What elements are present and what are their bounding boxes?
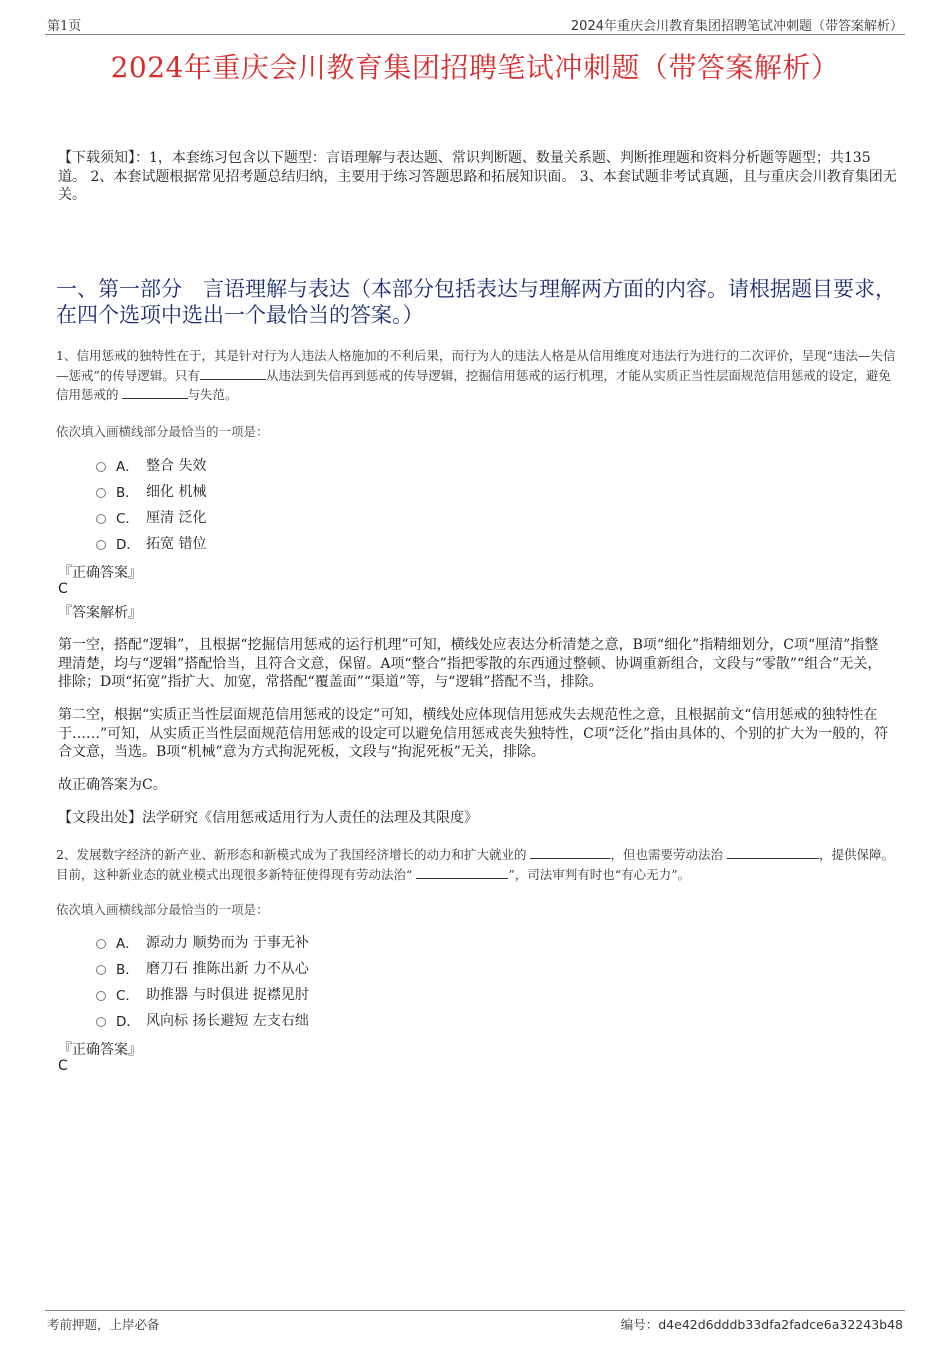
radio-icon[interactable] bbox=[96, 965, 106, 975]
blank-line bbox=[122, 386, 188, 399]
page-number: 第1页 bbox=[47, 19, 82, 34]
question-1-prompt: 依次填入画横线部分最恰当的一项是： bbox=[56, 424, 269, 439]
radio-icon[interactable] bbox=[96, 514, 106, 524]
blank-line bbox=[727, 846, 819, 859]
question-2-prompt: 依次填入画横线部分最恰当的一项是： bbox=[56, 902, 269, 917]
option-b[interactable]: B． 细化 机械 bbox=[96, 478, 206, 504]
option-c[interactable]: C． 厘清 泛化 bbox=[96, 504, 206, 530]
answer-label: 『正确答案』 bbox=[58, 1042, 142, 1058]
option-a[interactable]: A． 整合 失效 bbox=[96, 452, 206, 478]
question-2-text bbox=[56, 845, 900, 884]
section-heading: 一、第一部分 言语理解与表达（本部分包括表达与理解两方面的内容。请根据题目要求，在四个选项中选出一个最恰当的答案。） bbox=[56, 277, 896, 327]
footer-slogan: 考前押题，上岸必备 bbox=[47, 1317, 160, 1332]
header-doc-title: 2024年重庆会川教育集团招聘笔试冲刺题（带答案解析） bbox=[570, 19, 903, 34]
question-2-part-d: ”，司法审判有时也“有心无力”。 bbox=[508, 866, 691, 882]
radio-icon[interactable] bbox=[96, 991, 106, 1001]
analysis-label: 『答案解析』 bbox=[58, 605, 142, 621]
footer-code: 编号：d4e42d6dddb33dfa2fadce6a32243b48 bbox=[620, 1317, 903, 1332]
radio-icon[interactable] bbox=[96, 1017, 106, 1027]
passage-source: 【文段出处】法学研究《信用惩戒适用行为人责任的法理及其限度》 bbox=[58, 810, 478, 826]
question-1-part-a: 1、信用惩戒的独特性在于，其是针对行为人违法人格施加的不利后果，而行为人的违法人格是从信用维度对违法行为进行的二次评价，呈现“违法—失信—惩戒”的传导逻辑。只有 bbox=[56, 348, 896, 383]
page-footer bbox=[45, 1310, 905, 1333]
option-d[interactable]: D． 拓宽 错位 bbox=[96, 530, 206, 556]
radio-icon[interactable] bbox=[96, 939, 106, 949]
correct-answer: C bbox=[58, 1058, 68, 1074]
analysis-paragraph-2: 第二空，根据“实质正当性层面规范信用惩戒的设定”可知，横线处应体现信用惩戒失去规范性之意，且根据前文“信用惩戒的独特性在于……”可知，从实质正当性层面规范信用惩戒的设定可以避免信用惩戒丧失独特性，C项“泛化”指由具体的、个别的扩大为一般的，符合文意，当选。B项“机械”意为方式拘泥死板，文段与“拘泥死板”无关，排除。 bbox=[58, 707, 889, 760]
blank-line bbox=[530, 846, 610, 859]
download-notice: 【下载须知】：1，本套练习包含以下题型：言语理解与表达题、常识判断题、数量关系题、判断推理题和资料分析题等题型；共135道。 2、本套试题根据常见招考题总结归纳，主要用于练习答题思路和拓展知识面。 3、本套试题非考试真题，且与重庆会川教育集团无关。 bbox=[58, 150, 897, 203]
analysis-paragraph-3: 故正确答案为C。 bbox=[58, 777, 167, 793]
option-b[interactable]: B． 磨刀石 推陈出新 力不从心 bbox=[96, 955, 309, 981]
option-d[interactable]: D． 风向标 扬长避短 左支右绌 bbox=[96, 1007, 309, 1033]
correct-answer: C bbox=[58, 581, 68, 597]
question-2-part-b: ，但也需要劳动法治 bbox=[610, 847, 723, 862]
analysis-paragraph-1: 第一空，搭配“逻辑”，且根据“挖掘信用惩戒的运行机理”可知，横线处应表达分析清楚之意，B项“细化”指精细划分，C项“厘清”指整理清楚，均与“逻辑”搭配恰当，且符合文意，保留。A项“整合”指把零散的东西通过整顿、协调重新组合，文段与“零散”“组合”无关，排除；D项“拓宽”指扩大、加宽，常搭配“覆盖面”“渠道”等，与“逻辑”搭配不当，排除。 bbox=[58, 637, 882, 690]
question-1-options bbox=[96, 452, 206, 556]
page-header bbox=[45, 14, 905, 35]
question-1-part-c: 与失范。 bbox=[187, 387, 238, 402]
question-2-part-c: ，提供保障。目前，这种新业态的就业模式出现很多新特征使得现有劳动法治“ bbox=[56, 847, 894, 882]
answer-label: 『正确答案』 bbox=[58, 565, 142, 581]
question-2-part-a: 2、发展数字经济的新产业、新形态和新模式成为了我国经济增长的动力和扩大就业的 bbox=[56, 847, 527, 862]
question-2-options bbox=[96, 929, 309, 1033]
radio-icon[interactable] bbox=[96, 488, 106, 498]
option-a[interactable]: A． 源动力 顺势而为 于事无补 bbox=[96, 929, 309, 955]
radio-icon[interactable] bbox=[96, 462, 106, 472]
document-title: 2024年重庆会川教育集团招聘笔试冲刺题（带答案解析） bbox=[110, 51, 840, 84]
blank-line bbox=[200, 367, 266, 380]
question-1-text bbox=[56, 346, 900, 405]
radio-icon[interactable] bbox=[96, 540, 106, 550]
option-c[interactable]: C． 助推器 与时俱进 捉襟见肘 bbox=[96, 981, 309, 1007]
blank-line bbox=[416, 866, 508, 879]
question-1-part-b: 从违法到失信再到惩戒的传导逻辑，挖掘信用惩戒的运行机理，才能从实质正当性层面规范信用惩戒的设定，避免信用惩戒的 bbox=[56, 367, 891, 402]
